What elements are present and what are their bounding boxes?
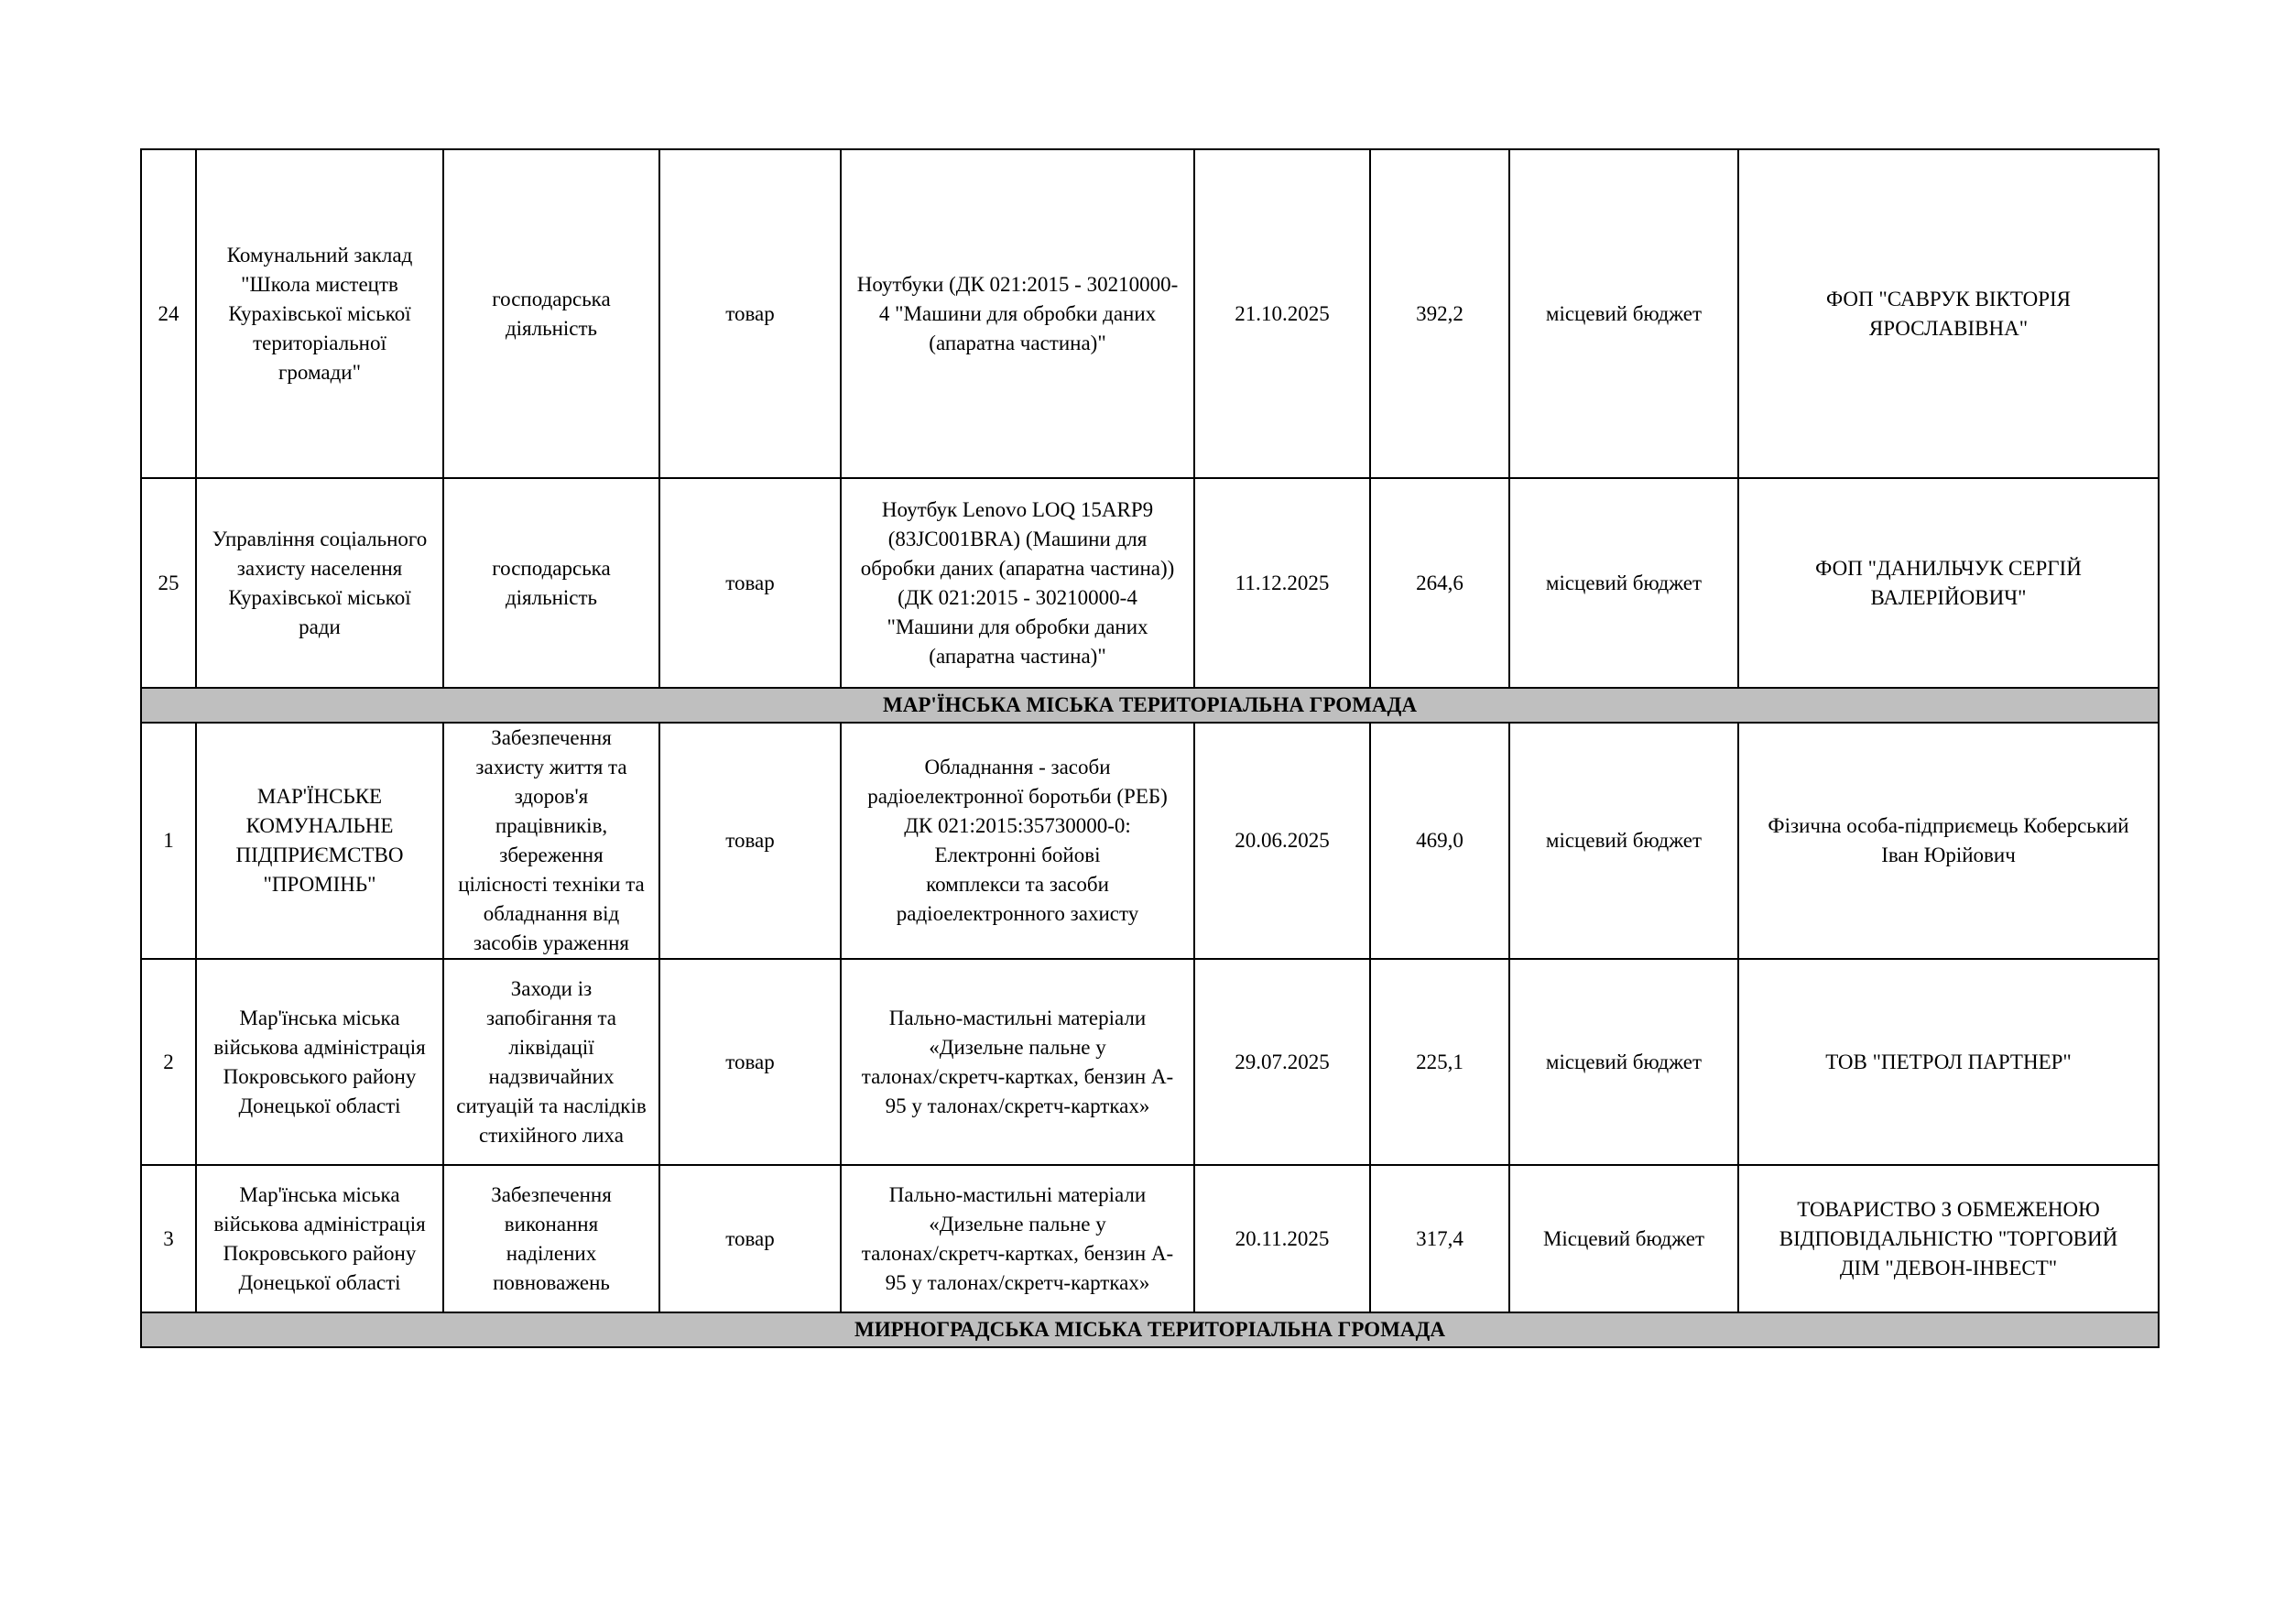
procurement-subject-line: Ноутбук Lenovo LOQ 15ARP9 xyxy=(881,497,1154,521)
supplier-name-line: ФОП "ДАНИЛЬЧУК СЕРГІЙ xyxy=(1815,556,2082,580)
contract-amount: 392,2 xyxy=(1370,149,1509,478)
activity-purpose-line: засобів ураження xyxy=(473,931,629,954)
supplier-name-line: ФОП "САВРУК ВІКТОРІЯ xyxy=(1825,287,2072,310)
contract-date: 29.07.2025 xyxy=(1194,959,1370,1165)
procurement-subject-line: Обладнання - засоби xyxy=(924,756,1111,778)
activity-purpose-line: обладнання від xyxy=(483,902,620,925)
procurement-subject-line: комплекси та засоби xyxy=(926,873,1109,896)
funding-source: Місцевий бюджет xyxy=(1509,1165,1738,1312)
table-row xyxy=(141,1165,2159,1312)
item-kind: товар xyxy=(659,478,841,688)
contract-amount: 317,4 xyxy=(1370,1165,1509,1312)
contract-date: 20.11.2025 xyxy=(1194,1165,1370,1312)
supplier-name xyxy=(1738,478,2159,688)
customer-name-line: Управління соціального xyxy=(212,527,428,550)
supplier-name-line: Фізична особа-підприємець Коберський xyxy=(1768,814,2129,837)
activity-purpose-line: Забезпечення xyxy=(491,1182,612,1206)
procurement-subject-line: (апаратна частина)" xyxy=(929,331,1106,354)
customer-name-line: Курахівської міської xyxy=(228,301,411,325)
funding-source: місцевий бюджет xyxy=(1509,478,1738,688)
customer-name xyxy=(196,959,443,1165)
item-kind: товар xyxy=(659,959,841,1165)
row-number: 3 xyxy=(141,1165,196,1312)
customer-name-line: військова адміністрація xyxy=(213,1035,426,1059)
activity-purpose-line: наділених xyxy=(506,1241,597,1265)
section-title-marinka: МАР'ЇНСЬКА МІСЬКА ТЕРИТОРІАЛЬНА ГРОМАДА xyxy=(141,688,2159,723)
procurement-subject-line: "Машини для обробки даних xyxy=(887,615,1148,638)
supplier-name-line: ТОВ "ПЕТРОЛ ПАРТНЕР" xyxy=(1825,1050,2072,1073)
procurement-subject-line: (ДК 021:2015 - 30210000-4 xyxy=(898,585,1137,609)
procurement-subject-line: Ноутбуки (ДК 021:2015 - 30210000- xyxy=(856,272,1179,296)
procurement-subject-line: радіоелектронної боротьби (РЕБ) xyxy=(867,785,1168,808)
supplier-name-line: ВАЛЕРІЙОВИЧ" xyxy=(1870,585,2027,609)
customer-name-line: Покровського району xyxy=(223,1241,417,1265)
funding-source: місцевий бюджет xyxy=(1509,959,1738,1165)
supplier-name xyxy=(1738,723,2159,959)
contract-date: 11.12.2025 xyxy=(1194,478,1370,688)
supplier-name xyxy=(1738,959,2159,1165)
customer-name-line: ради xyxy=(299,615,341,638)
table-row xyxy=(141,149,2159,478)
item-kind: товар xyxy=(659,149,841,478)
procurement-subject-line: талонах/скретч-картках, бензин А- xyxy=(861,1064,1174,1088)
activity-purpose xyxy=(443,723,659,959)
procurement-subject-line: (апаратна частина)" xyxy=(929,644,1106,668)
procurement-subject-line: 95 у талонах/скретч-картках» xyxy=(885,1094,1150,1117)
funding-source: місцевий бюджет xyxy=(1509,149,1738,478)
customer-name-line: КОМУНАЛЬНЕ xyxy=(245,814,394,837)
supplier-name-line: ВІДПОВІДАЛЬНІСТЮ "ТОРГОВИЙ xyxy=(1779,1226,2118,1250)
supplier-name-line: Іван Юрійович xyxy=(1881,844,2016,866)
procurement-subject-line: (83JC001BRA) (Машини для xyxy=(887,527,1148,550)
activity-purpose-line: Заходи із xyxy=(510,976,593,1000)
row-number: 25 xyxy=(141,478,196,688)
procurement-subject xyxy=(841,723,1194,959)
customer-name-line: Мар'їнська міська xyxy=(239,1182,400,1206)
activity-purpose xyxy=(443,478,659,688)
customer-name-line: Покровського району xyxy=(223,1064,417,1088)
activity-purpose xyxy=(443,959,659,1165)
procurement-subject xyxy=(841,1165,1194,1312)
supplier-name-line: ЯРОСЛАВІВНА" xyxy=(1868,316,2029,340)
customer-name-line: громади" xyxy=(277,360,361,384)
activity-purpose-line: здоров'я xyxy=(514,785,589,808)
row-number: 2 xyxy=(141,959,196,1165)
customer-name xyxy=(196,478,443,688)
supplier-name xyxy=(1738,149,2159,478)
procurement-subject-line: 4 "Машини для обробки даних xyxy=(878,301,1157,325)
activity-purpose-line: запобігання та xyxy=(485,1006,617,1029)
activity-purpose-line: діяльність xyxy=(505,316,598,340)
procurement-subject-line: 95 у талонах/скретч-картках» xyxy=(885,1270,1150,1294)
customer-name-line: Донецької області xyxy=(238,1094,401,1117)
customer-name xyxy=(196,723,443,959)
procurement-subject-line: Пально-мастильні матеріали xyxy=(888,1006,1147,1029)
procurement-subject-line: Електронні бойові xyxy=(934,844,1101,866)
procurement-subject-line: «Дизельне пальне у xyxy=(929,1212,1106,1236)
section-row xyxy=(141,1312,2159,1347)
customer-name-line: захисту населення xyxy=(236,556,403,580)
activity-purpose-line: діяльність xyxy=(505,585,598,609)
row-number: 1 xyxy=(141,723,196,959)
procurement-subject-line: ДК 021:2015:35730000-0: xyxy=(904,814,1131,837)
item-kind: товар xyxy=(659,723,841,959)
supplier-name-line: ТОВАРИСТВО З ОБМЕЖЕНОЮ xyxy=(1797,1197,2100,1221)
procurement-subject-line: Пально-мастильні матеріали xyxy=(888,1182,1147,1206)
section-row xyxy=(141,688,2159,723)
activity-purpose-line: виконання xyxy=(504,1212,599,1236)
activity-purpose-line: надзвичайних xyxy=(488,1064,615,1088)
customer-name-line: військова адміністрація xyxy=(213,1212,426,1236)
activity-purpose-line: Забезпечення xyxy=(491,726,612,749)
procurement-subject-line: радіоелектронного захисту xyxy=(896,902,1139,925)
customer-name-line: "ПРОМІНЬ" xyxy=(263,873,376,896)
procurement-subject xyxy=(841,149,1194,478)
activity-purpose-line: повноважень xyxy=(493,1270,610,1294)
table-row xyxy=(141,478,2159,688)
activity-purpose xyxy=(443,149,659,478)
activity-purpose-line: ситуацій та наслідків xyxy=(456,1094,647,1117)
customer-name-line: ПІДПРИЄМСТВО xyxy=(235,844,404,866)
supplier-name-line: ДІМ "ДЕВОН-ІНВЕСТ" xyxy=(1839,1256,2058,1279)
contract-amount: 264,6 xyxy=(1370,478,1509,688)
funding-source: місцевий бюджет xyxy=(1509,723,1738,959)
table-row xyxy=(141,959,2159,1165)
procurement-subject xyxy=(841,959,1194,1165)
procurement-subject-line: талонах/скретч-картках, бензин А- xyxy=(861,1241,1174,1265)
contract-amount: 225,1 xyxy=(1370,959,1509,1165)
customer-name xyxy=(196,149,443,478)
customer-name-line: Донецької області xyxy=(238,1270,401,1294)
customer-name-line: МАР'ЇНСЬКЕ xyxy=(256,785,383,808)
row-number: 24 xyxy=(141,149,196,478)
activity-purpose-line: господарська xyxy=(492,287,611,310)
activity-purpose-line: працівників, xyxy=(495,814,608,837)
contract-date: 21.10.2025 xyxy=(1194,149,1370,478)
procurement-subject-line: обробки даних (апаратна частина)) xyxy=(860,556,1175,580)
procurement-subject-line: «Дизельне пальне у xyxy=(929,1035,1106,1059)
activity-purpose-line: господарська xyxy=(492,556,611,580)
procurement-table xyxy=(140,148,2160,1348)
item-kind: товар xyxy=(659,1165,841,1312)
customer-name-line: Мар'їнська міська xyxy=(239,1006,400,1029)
activity-purpose-line: ліквідації xyxy=(508,1035,594,1059)
table-row xyxy=(141,723,2159,959)
customer-name-line: Комунальний заклад xyxy=(226,243,413,267)
activity-purpose xyxy=(443,1165,659,1312)
contract-date: 20.06.2025 xyxy=(1194,723,1370,959)
customer-name-line: територіальної xyxy=(253,331,386,354)
table-body xyxy=(141,149,2159,1347)
contract-amount: 469,0 xyxy=(1370,723,1509,959)
activity-purpose-line: збереження xyxy=(499,844,604,866)
customer-name-line: Курахівської міської xyxy=(228,585,411,609)
supplier-name xyxy=(1738,1165,2159,1312)
activity-purpose-line: стихійного лиха xyxy=(479,1123,624,1147)
customer-name-line: "Школа мистецтв xyxy=(241,272,398,296)
customer-name xyxy=(196,1165,443,1312)
activity-purpose-line: захисту життя та xyxy=(475,756,627,778)
procurement-subject xyxy=(841,478,1194,688)
section-title-myrnohrad: МИРНОГРАДСЬКА МІСЬКА ТЕРИТОРІАЛЬНА ГРОМАДА xyxy=(141,1312,2159,1347)
activity-purpose-line: цілісності техніки та xyxy=(458,873,645,896)
